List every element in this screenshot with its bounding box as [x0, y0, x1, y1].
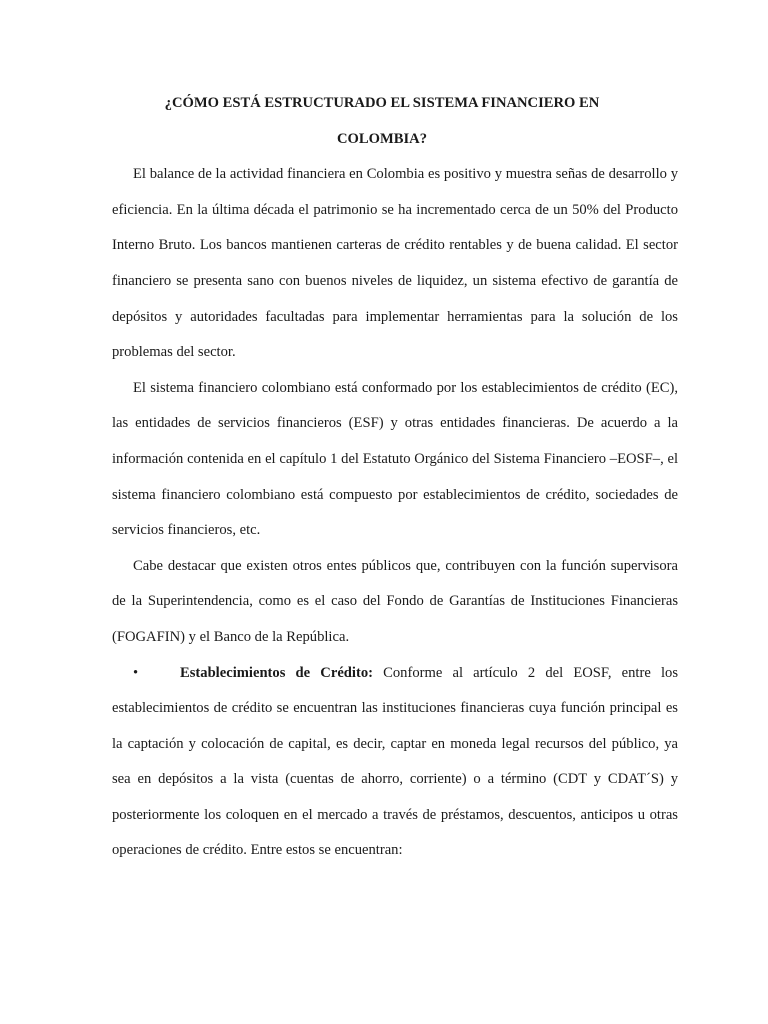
bullet-lead: Establecimientos de Crédito: — [180, 664, 373, 681]
paragraph-1: El balance de la actividad financiera en Colombia es positivo y muestra señas de desarrollo y eficiencia. En la última década el patrimonio se ha incrementado cerca de un 50% del Producto Interno Bruto. Los bancos mantienen carteras de crédito rentables y de buena calidad. El sector financiero se presenta sano con buenos niveles de liquidez, un sistema efectivo de garantía de depósitos y autoridades facultadas para implementar herramientas para la solución de los problemas del sector. — [112, 166, 678, 361]
bullet-icon: • — [133, 664, 139, 681]
title-line-2: COLOMBIA? — [337, 130, 427, 147]
paragraph-3: Cabe destacar que existen otros entes públicos que, contribuyen con la función supervisora de la Superintendencia, como es el caso del Fondo de Garantías de Instituciones Financieras (FOGAFIN) y el Banco de la República. — [112, 557, 678, 645]
document-title — [112, 86, 652, 157]
paragraph-2: El sistema financiero colombiano está conformado por los establecimientos de crédito (EC), las entidades de servicios financieros (ESF) y otras entidades financieras. De acuerdo a la información contenida en el capítulo 1 del Estatuto Orgánico del Sistema Financiero –EOSF–, el sistema financiero colombiano está compuesto por establecimientos de crédito, sociedades de servicios financieros, etc. — [112, 379, 678, 539]
title-line-1: ¿CÓMO ESTÁ ESTRUCTURADO EL SISTEMA FINANCIERO EN — [164, 95, 600, 111]
document-page — [112, 86, 678, 869]
bullet-text: Conforme al artículo 2 del EOSF, entre los establecimientos de crédito se encuentran las instituciones financieras cuya función principal es la captación y colocación de capital, es decir, captar en moneda legal recursos del público, ya sea en depósitos a la vista (cuentas de ahorro, corriente) o a término (CDT y CDAT´S) y posteriormente los coloquen en el mercado a través de préstamos, descuentos, anticipos u otras operaciones de crédito. Entre estos se encuentran: — [112, 664, 678, 859]
bullet-list-item — [112, 656, 678, 870]
